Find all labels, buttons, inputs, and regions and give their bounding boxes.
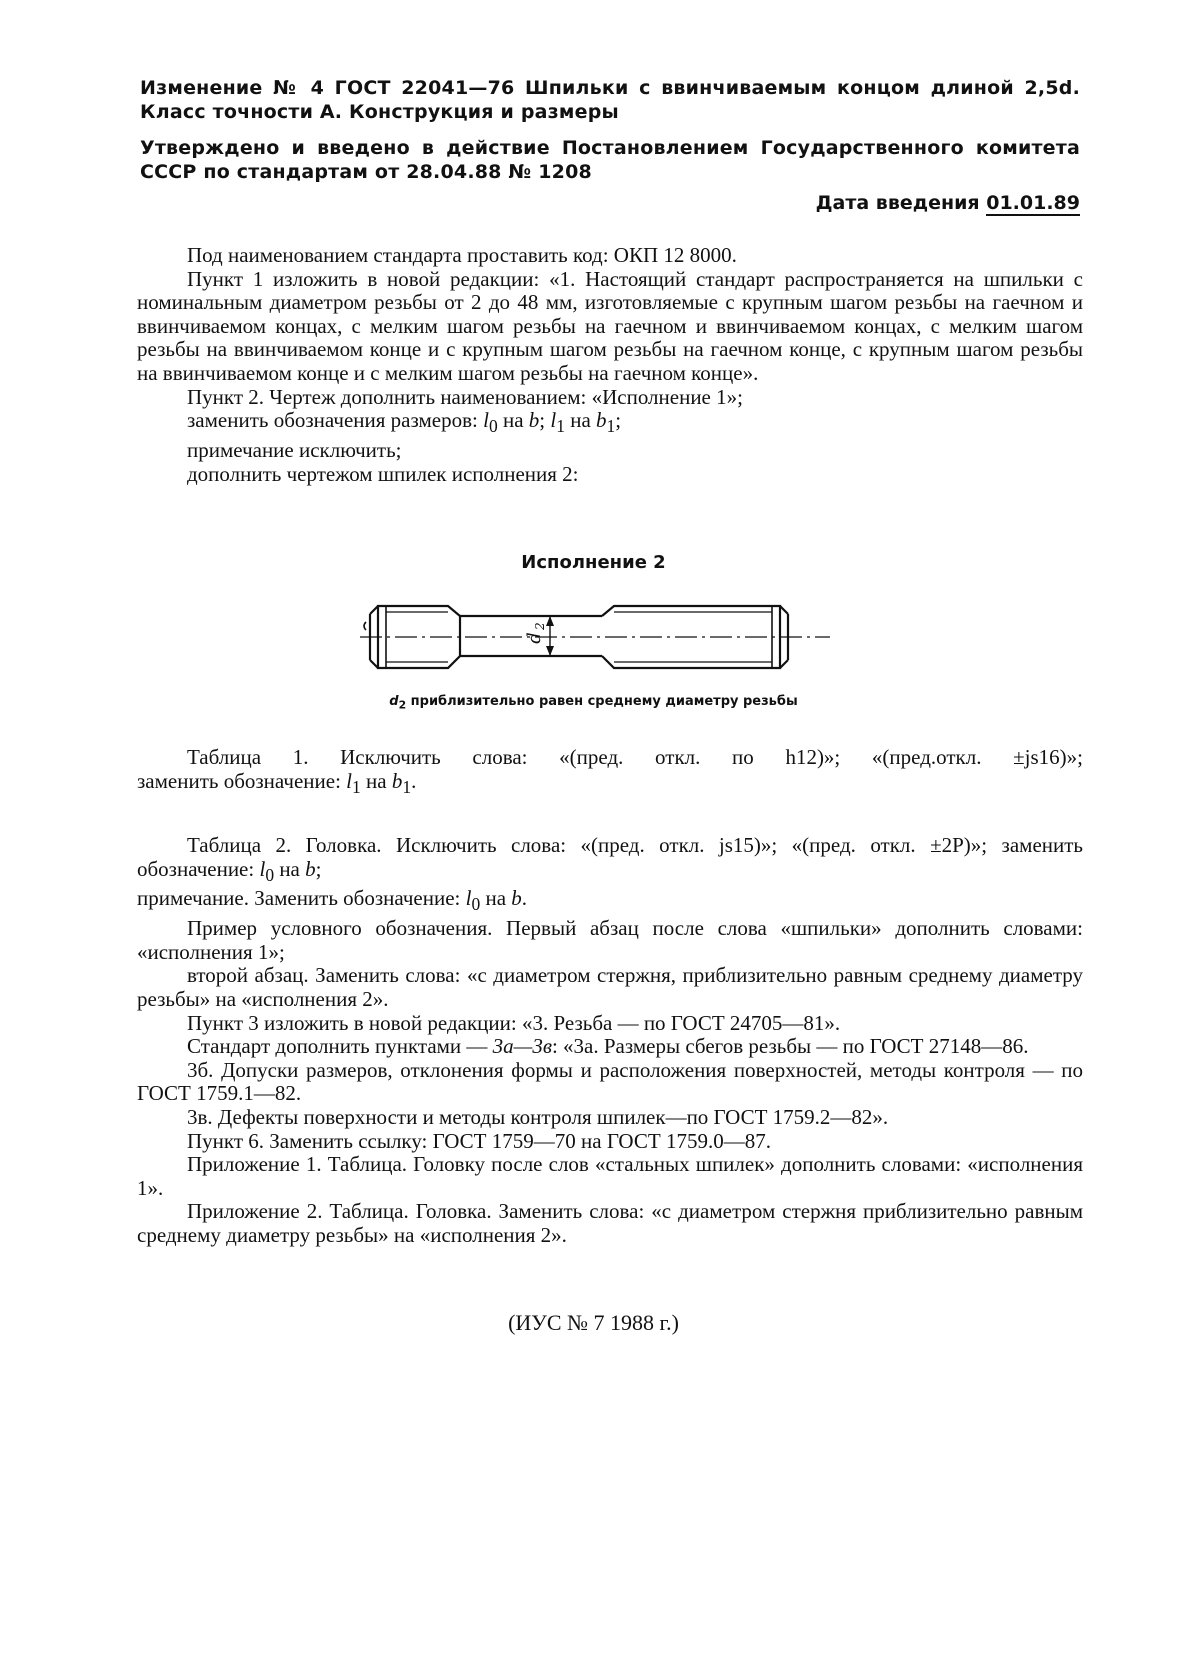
paragraph-3b: 3б. Допуски размеров, отклонения формы и расположения поверхностей, методы контроля — по ГОСТ 1759.1—82. xyxy=(137,1057,1083,1106)
paragraph-okp-code: Под наименованием стандарта проставить код: ОКП 12 8000. xyxy=(187,243,737,267)
paragraph-punkt-6: Пункт 6. Заменить ссылку: ГОСТ 1759—70 на ГОСТ 1759.0—87. xyxy=(187,1128,771,1153)
stud-drawing xyxy=(360,592,830,682)
table2-exclude: Таблица 2. Головка. Исключить слова: «(пред. откл. js15)»; «(пред. откл. ±2P)»; заменить обозначение: $l_0$ на b; xyxy=(137,833,1083,885)
paragraph-punkt-3: Пункт 3 изложить в новой редакции: «3. Резьба — по ГОСТ 24705—81». xyxy=(187,1010,841,1035)
paragraph-example: Пример условного обозначения. Первый абзац после слова «шпильки» дополнить словами: «исполнения 1»; xyxy=(137,916,1083,964)
ius-reference: (ИУС № 7 1988 г.) xyxy=(508,1310,679,1335)
table1-section xyxy=(137,746,1083,799)
amendment-title-line2: Класс точности А. Конструкция и размеры xyxy=(140,101,619,123)
amendment-title-line1: Изменение № 4 ГОСТ 22041—76 Шпильки с ввинчиваемым концом длиной 2,5d. xyxy=(140,77,1080,99)
paragraph-appendix-1: Приложение 1. Таблица. Головку после слов «стальных шпилек» дополнить словами: «исполнения 1». xyxy=(137,1152,1083,1200)
paragraph-punkt-1: Пункт 1 изложить в новой редакции: «1. Настоящий стандарт распространяется на шпильки с номинальным диаметром резьбы от 2 до 48 мм, изготовляемые с крупным шагом резьбы на гаечном и ввинчиваемом концах, с мелким шагом резьбы на гаечном и ввинчиваемом концах, с мелким шагом резьбы на ввинчиваемом конце и с крупным шагом резьбы на гаечном конце, с крупным шагом резьбы на ввинчиваемом конце и с мелким шагом резьбы на гаечном конце». xyxy=(137,266,1083,385)
figure-title: Исполнение 2 xyxy=(521,552,666,573)
dimension-subscript: 2 xyxy=(533,622,547,630)
paragraph-second-abzac: второй абзац. Заменить слова: «с диаметром стержня, приблизительно равным среднему диаметру резьбы» на «исполнения 2». xyxy=(137,963,1083,1011)
table1-exclude: Таблица 1. Исключить слова: «(пред. откл. по h12)»; «(пред.откл. ±js16)»; xyxy=(187,745,1083,769)
effective-date-value: 01.01.89 xyxy=(986,192,1080,214)
paragraph-note-excluded: примечание исключить; xyxy=(187,437,402,462)
paragraph-standard-add: Стандарт дополнить пунктами — 3а—3в: «3а. Размеры сбегов резьбы — по ГОСТ 27148—86. xyxy=(187,1034,1029,1059)
body-section-2 xyxy=(137,834,1083,1247)
paragraph-replace-designations: заменить обозначения размеров: $l_0$ на b; $l_1$ на $b_1$; xyxy=(187,408,622,437)
paragraph-appendix-2: Приложение 2. Таблица. Головка. Заменить слова: «с диаметром стержня приблизительно равным среднему диаметру резьбы» на «исполнения 2». xyxy=(137,1199,1083,1247)
paragraph-3v: 3в. Дефекты поверхности и методы контроля шпилек—по ГОСТ 1759.2—82». xyxy=(187,1104,889,1129)
table1-replace: заменить обозначение: $l_1$ на $b_1$. xyxy=(137,768,417,797)
body-section-1 xyxy=(137,244,1083,486)
amendment-title xyxy=(140,76,1080,124)
approval-line1: Утверждено и введено в действие Постановлением Государственного комитета xyxy=(140,137,1080,159)
paragraph-punkt-2: Пункт 2. Чертеж дополнить наименованием: «Исполнение 1»; xyxy=(187,384,743,409)
figure-caption: $d_2$ приблизительно равен среднему диаметру резьбы xyxy=(389,694,798,712)
approval-line2: СССР по стандартам от 28.04.88 № 1208 xyxy=(140,161,592,183)
approval-statement xyxy=(140,136,1080,184)
table2-note: примечание. Заменить обозначение: $l_0$ на b. xyxy=(137,886,528,915)
effective-date-label: Дата введения xyxy=(815,192,980,214)
effective-date xyxy=(140,192,1080,214)
dimension-label: d xyxy=(524,632,545,644)
paragraph-add-drawing: дополнить чертежом шпилек исполнения 2: xyxy=(187,461,579,486)
